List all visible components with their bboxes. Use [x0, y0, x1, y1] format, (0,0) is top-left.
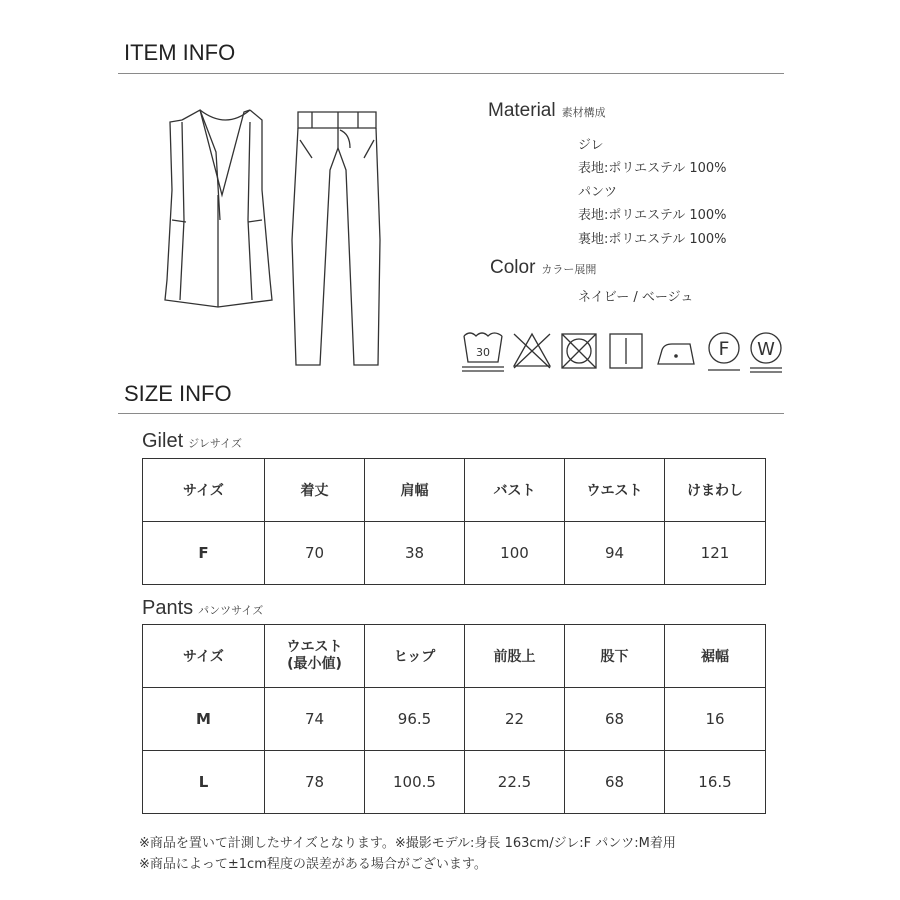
line-dry-icon: [610, 334, 642, 368]
size-info-divider: [118, 413, 784, 414]
table-cell: 16.5: [665, 751, 766, 814]
table-cell: 68: [565, 751, 665, 814]
table-cell: 22: [465, 688, 565, 751]
material-label: Material: [488, 100, 556, 121]
pants-size-table: [142, 624, 766, 814]
table-row: [143, 522, 766, 585]
care-icons: [458, 328, 788, 376]
pants-heading: [142, 597, 263, 620]
table-cell: 38: [365, 522, 465, 585]
table-header-cell: サイズ: [143, 459, 265, 522]
table-cell: 70: [265, 522, 365, 585]
material-sub: 素材構成: [561, 106, 606, 119]
table-header-row: [143, 625, 766, 688]
svg-text:W: W: [757, 339, 775, 360]
table-header-row: [143, 459, 766, 522]
no-bleach-icon: [514, 334, 550, 368]
item-info-divider: [118, 73, 784, 74]
table-cell: 68: [565, 688, 665, 751]
color-sub: カラー展開: [541, 263, 597, 276]
pants-sub: パンツサイズ: [198, 604, 264, 617]
color-heading: [490, 257, 596, 279]
material-line: ジレ: [578, 138, 604, 153]
table-header-cell: サイズ: [143, 625, 265, 688]
table-cell: L: [143, 751, 265, 814]
color-value: ネイビー / ベージュ: [578, 290, 694, 305]
item-info-title: ITEM INFO: [124, 40, 236, 65]
table-header-cell: 股下: [565, 625, 665, 688]
dry-clean-f-icon: [708, 333, 740, 370]
material-heading: [488, 100, 606, 122]
table-cell: 22.5: [465, 751, 565, 814]
wash-30-icon: [462, 333, 504, 371]
gilet-size-table: [142, 458, 766, 585]
table-cell: 74: [265, 688, 365, 751]
table-cell: M: [143, 688, 265, 751]
material-line: 裏地:ポリエステル 100%: [578, 232, 727, 247]
wet-clean-w-icon: [750, 333, 782, 372]
table-cell: 94: [565, 522, 665, 585]
material-line: パンツ: [578, 185, 618, 200]
table-cell: F: [143, 522, 265, 585]
table-header-cell: ウエスト (最小値): [265, 625, 365, 688]
svg-text:F: F: [718, 338, 730, 360]
table-cell: 121: [665, 522, 766, 585]
table-header-cell: ヒップ: [365, 625, 465, 688]
table-cell: 100: [465, 522, 565, 585]
color-label: Color: [490, 257, 536, 278]
no-tumble-dry-icon: [562, 334, 596, 368]
table-cell: 78: [265, 751, 365, 814]
svg-text:30: 30: [476, 346, 490, 359]
table-header-cell: 前股上: [465, 625, 565, 688]
gilet-label: Gilet: [142, 430, 184, 452]
table-row: [143, 751, 766, 814]
gilet-heading: [142, 430, 242, 453]
note-line: ※商品を置いて計測したサイズとなります。※撮影モデル:身長 163cm/ジレ:F パンツ:M着用: [139, 836, 676, 851]
table-cell: 96.5: [365, 688, 465, 751]
table-header-cell: 着丈: [265, 459, 365, 522]
pants-label: Pants: [142, 597, 194, 619]
size-info-title: SIZE INFO: [124, 381, 232, 406]
material-line: 表地:ポリエステル 100%: [578, 208, 727, 223]
gilet-sub: ジレサイズ: [188, 437, 242, 450]
note-line: ※商品によって±1cm程度の誤差がある場合がございます。: [139, 857, 487, 872]
material-line: 表地:ポリエステル 100%: [578, 161, 727, 176]
table-row: [143, 688, 766, 751]
table-header-cell: 裾幅: [665, 625, 766, 688]
table-header-cell: けまわし: [665, 459, 766, 522]
table-cell: 100.5: [365, 751, 465, 814]
gilet-illustration-icon: [165, 110, 272, 307]
table-cell: 16: [665, 688, 766, 751]
garment-illustration: [160, 100, 390, 370]
table-header-cell: 肩幅: [365, 459, 465, 522]
table-header-cell: バスト: [465, 459, 565, 522]
iron-low-icon: [658, 344, 694, 364]
pants-illustration-icon: [292, 112, 380, 365]
table-header-cell: ウエスト: [565, 459, 665, 522]
